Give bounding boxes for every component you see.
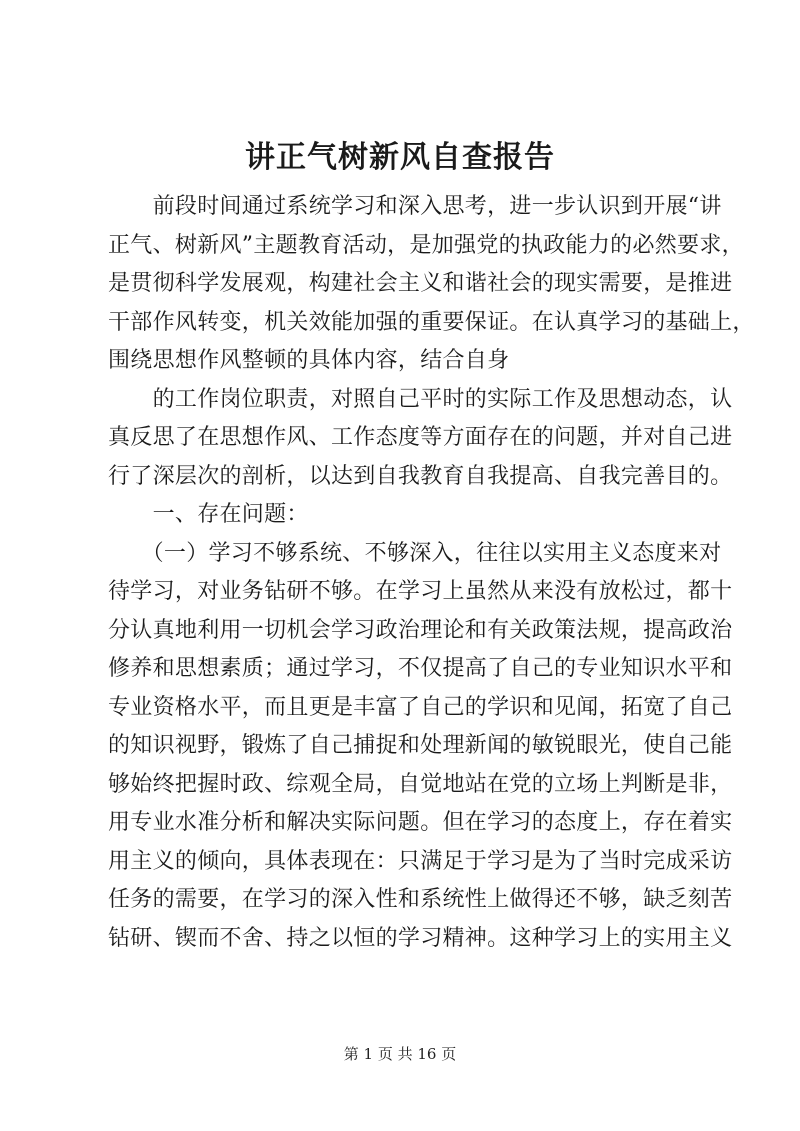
body-line: 钻研、锲而不舍、持之以恒的学习精神。这种学习上的实用主义	[108, 925, 733, 951]
body-line: 分认真地利用一切机会学习政治理论和有关政策法规，提高政治	[108, 617, 733, 643]
body-line: 专业资格水平，而且更是丰富了自己的学识和见闻，拓宽了自己	[108, 694, 733, 720]
page-number: 第 1 页 共 16 页	[343, 1045, 457, 1063]
section-heading: 一、存在问题：	[108, 502, 309, 527]
page-title: 讲正气树新风自查报告	[245, 140, 555, 175]
body-line: 的工作岗位职责，对照自己平时的实际工作及思想动态，认	[108, 386, 733, 412]
body-line: 围绕思想作风整顿的具体内容，结合自身	[108, 348, 510, 373]
body-line: 是贯彻科学发展观，构建社会主义和谐社会的现实需要，是推进	[108, 271, 733, 296]
body-line: 真反思了在思想作风、工作态度等方面存在的问题，并对自己进	[108, 425, 733, 450]
body-line: 用专业水准分析和解决实际问题。但在学习的态度上，存在着实	[108, 810, 733, 835]
body-line: 任务的需要，在学习的深入性和系统性上做得还不够，缺乏刻苦	[108, 887, 733, 912]
body-line: 正气、树新风”主题教育活动，是加强党的执政能力的必然要求，	[108, 232, 744, 258]
document-body	[108, 188, 755, 958]
body-line: 够始终把握时政、综观全局，自觉地站在党的立场上判断是非，	[108, 771, 733, 797]
body-line: 用主义的倾向，具体表现在：只满足于学习是为了当时完成采访	[108, 848, 733, 874]
body-line: 的知识视野，锻炼了自己捕捉和处理新闻的敏锐眼光，使自己能	[108, 733, 733, 758]
body-line: （一）学习不够系统、不够深入，往往以实用主义态度来对	[108, 540, 722, 566]
body-line: 修养和思想素质；通过学习，不仅提高了自己的专业知识水平和	[108, 656, 733, 681]
body-line: 行了深层次的剖析，以达到自我教育自我提高、自我完善目的。	[108, 463, 733, 489]
body-line: 待学习，对业务钻研不够。在学习上虽然从来没有放松过，都十	[108, 579, 733, 604]
body-line: 干部作风转变，机关效能加强的重要保证。在认真学习的基础上，	[108, 309, 755, 335]
body-line: 前段时间通过系统学习和深入思考，进一步认识到开展“讲	[108, 194, 722, 219]
